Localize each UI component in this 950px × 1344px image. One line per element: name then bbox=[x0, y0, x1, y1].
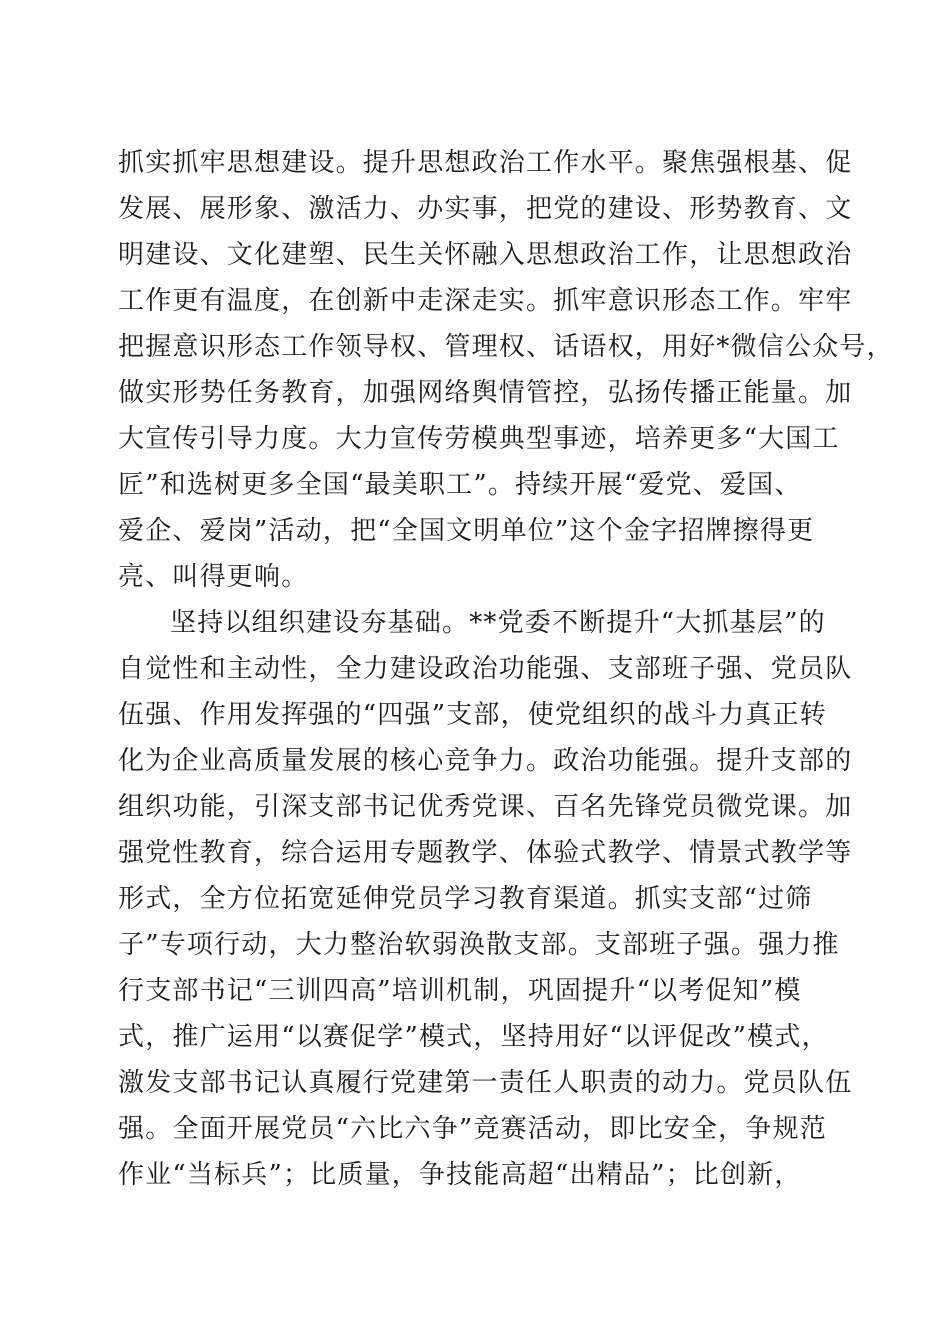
text-line: 明建设、文化建塑、民生关怀融入思想政治工作，让思想政治 bbox=[118, 240, 853, 270]
text-line: 发展、展形象、激活力、办实事，把党的建设、形势教育、文 bbox=[118, 194, 853, 224]
text-line: 爱企、爱岗”活动，把“全国文明单位”这个金字招牌擦得更 bbox=[118, 516, 815, 546]
text-line: 化为企业高质量发展的核心竞争力。政治功能强。提升支部的 bbox=[118, 746, 853, 776]
text-line: 行支部书记“三训四高”培训机制，巩固提升“以考促知”模 bbox=[118, 976, 802, 1006]
text-line: 式，推广运用“以赛促学”模式，坚持用好“以评促改”模式， bbox=[118, 1022, 829, 1052]
text-line: 把握意识形态工作领导权、管理权、话语权，用好*微信公众号， bbox=[118, 332, 894, 362]
text-line: 作业“当标兵”；比质量，争技能高超“出精品”；比创新， bbox=[118, 1160, 802, 1190]
text-line: 大宣传引导力度。大力宣传劳模典型事迹，培养更多“大国工 bbox=[118, 424, 840, 454]
text-line: 组织功能，引深支部书记优秀党课、百名先锋党员微党课。加 bbox=[118, 792, 853, 822]
text-line: 伍强、作用发挥强的“四强”支部，使党组织的战斗力真正转 bbox=[118, 700, 827, 730]
text-line: 做实形势任务教育，加强网络舆情管控，弘扬传播正能量。加 bbox=[118, 378, 853, 408]
text-line: 工作更有温度，在创新中走深走实。抓牢意识形态工作。牢牢 bbox=[118, 286, 853, 316]
text-line: 自觉性和主动性，全力建设政治功能强、支部班子强、党员队 bbox=[118, 654, 853, 684]
text-line: 坚持以组织建设夯基础。**党委不断提升“大抓基层”的 bbox=[170, 608, 826, 638]
paragraph-organizational-building bbox=[118, 600, 853, 1198]
text-line: 激发支部书记认真履行党建第一责任人职责的动力。党员队伍 bbox=[118, 1068, 853, 1098]
document-body bbox=[118, 140, 894, 1198]
text-line: 子”专项行动，大力整治软弱涣散支部。支部班子强。强力推 bbox=[118, 930, 840, 960]
text-line: 强党性教育，综合运用专题教学、体验式教学、情景式教学等 bbox=[118, 838, 853, 868]
text-line: 强。全面开展党员“六比六争”竞赛活动，即比安全，争规范 bbox=[118, 1114, 827, 1144]
paragraph-ideological-building bbox=[118, 140, 894, 600]
text-line: 形式，全方位拓宽延伸党员学习教育渠道。抓实支部“过筛 bbox=[118, 884, 813, 914]
text-line: 亮、叫得更响。 bbox=[118, 562, 309, 592]
text-line: 抓实抓牢思想建设。提升思想政治工作水平。聚焦强根基、促 bbox=[118, 148, 853, 178]
text-line: 匠”和选树更多全国“最美职工”。持续开展“爱党、爱国、 bbox=[118, 470, 802, 500]
